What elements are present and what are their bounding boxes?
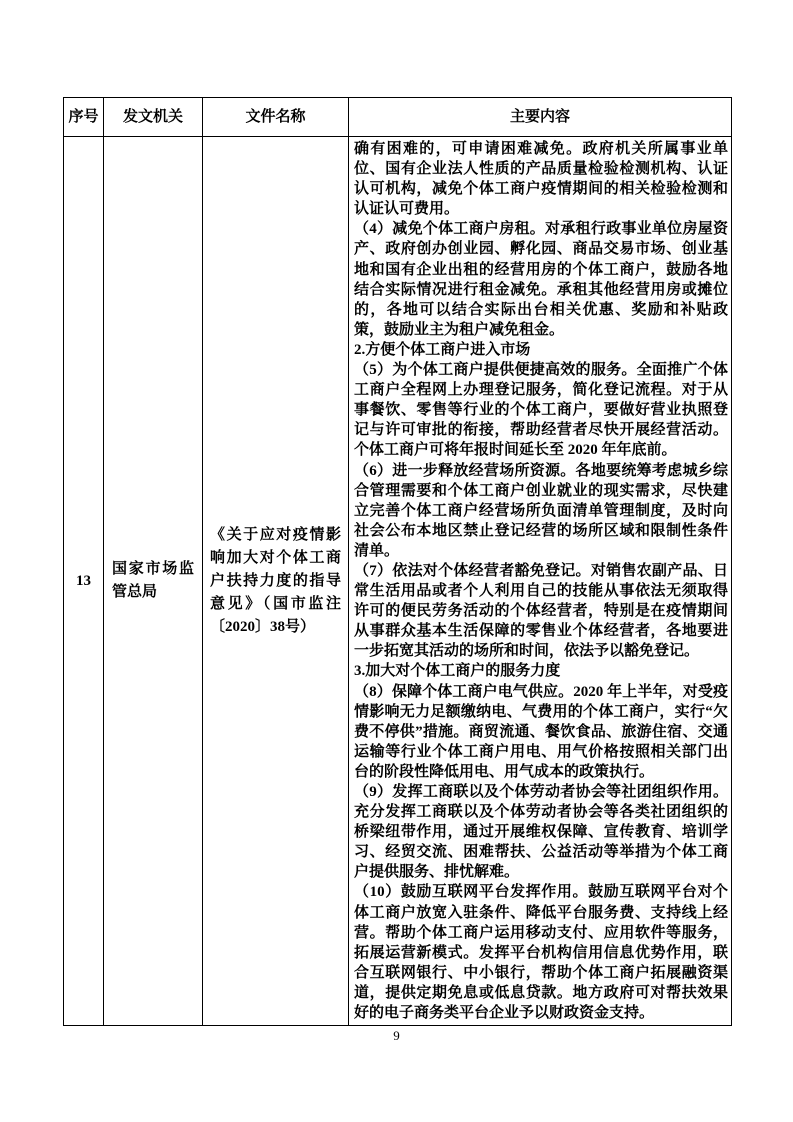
- content-paragraph: 2.方便个体工商户进入市场: [354, 341, 531, 358]
- content-paragraph: （8）保障个体工商户电气供应。2020 年上半年，对受疫情影响无力足额缴纳电、气费用的个体工商户，实行“欠费不停供”措施。商贸流通、餐饮食品、旅游住宿、交通运输等行业个体工商户用电、用气价格按照相关部门出台的阶段性降低用电、用气成本的政策执行。: [354, 683, 728, 780]
- content-paragraphs: [354, 139, 728, 1023]
- column-header-main-content: 主要内容: [349, 98, 732, 137]
- content-paragraph: （10）鼓励互联网平台发挥作用。鼓励互联网平台对个体工商户放宽入驻条件、降低平台服务费、支持线上经营。帮助个体工商户运用移动支付、应用软件等服务，拓展运营新模式。发挥平台机构信用信息优势作用，联合互联网银行、中小银行，帮助个体工商户拓展融资渠道，提供定期免息或低息贷款。地方政府可对帮扶效果好的电子商务类平台企业予以财政资金支持。: [354, 884, 728, 1022]
- content-paragraph: 确有困难的，可申请困难减免。政府机关所属事业单位、国有企业法人性质的产品质量检验检测机构、认证认可机构，减免个体工商户疫情期间的相关检验检测和认证认可费用。: [354, 141, 728, 218]
- document-title-cell: 《关于应对疫情影响加大对个体工商户扶持力度的指导意见》（国市监注〔2020〕38号）: [203, 137, 349, 1026]
- content-paragraph: （6）进一步释放经营场所资源。各地要统筹考虑城乡综合管理需要和个体工商户创业就业的现实需求，尽快建立完善个体工商户经营场所负面清单管理制度，及时向社会公布本地区禁止登记经营的场所区域和限制性条件清单。: [354, 462, 728, 559]
- page-number: 9: [393, 1028, 400, 1043]
- content-paragraph: 3.加大对个体工商户的服务力度: [354, 663, 561, 680]
- content-paragraph: （9）发挥工商联以及个体劳动者协会等社团组织作用。充分发挥工商联以及个体劳动者协会等各类社团组织的桥梁纽带作用，通过开展维权保障、宣传教育、培训学习、经贸交流、困难帮扶、公益活动等举措为个体工商户提供服务、排忧解难。: [354, 784, 728, 881]
- table-row: [64, 137, 732, 1026]
- content-cell: [349, 137, 732, 1026]
- column-header-document-name: 文件名称: [203, 98, 349, 137]
- issuing-agency-cell: 国家市场监管总局: [104, 137, 203, 1026]
- content-paragraph: （5）为个体工商户提供便捷高效的服务。全面推广个体工商户全程网上办理登记服务，简化登记流程。对于从事餐饮、零售等行业的个体工商户，要做好营业执照登记与许可审批的衔接，帮助经营者尽快开展经营活动。个体工商户可将年报时间延长至 2020 年年底前。: [354, 362, 728, 459]
- table-header-row: [64, 98, 732, 137]
- column-header-serial: 序号: [64, 98, 104, 137]
- content-paragraph: （4）减免个体工商户房租。对承租行政事业单位房屋资产、政府创办创业园、孵化园、商品交易市场、创业基地和国有企业出租的经营用房的个体工商户，鼓励各地结合实际情况进行租金减免。承租其他经营用房或摊位的，各地可以结合实际出台相关优惠、奖励和补贴政策，鼓励业主为租户减免租金。: [354, 221, 728, 338]
- serial-number-cell: 13: [64, 137, 104, 1026]
- column-header-agency: 发文机关: [104, 98, 203, 137]
- policy-document-table: [63, 97, 732, 1026]
- content-paragraph: （7）依法对个体经营者豁免登记。对销售农副产品、日常生活用品或者个人利用自己的技能从事依法无须取得许可的便民劳务活动的个体经营者，特别是在疫情期间从事群众基本生活保障的零售业个体经营者，各地要进一步拓宽其活动的场所和时间，依法予以豁免登记。: [354, 562, 728, 660]
